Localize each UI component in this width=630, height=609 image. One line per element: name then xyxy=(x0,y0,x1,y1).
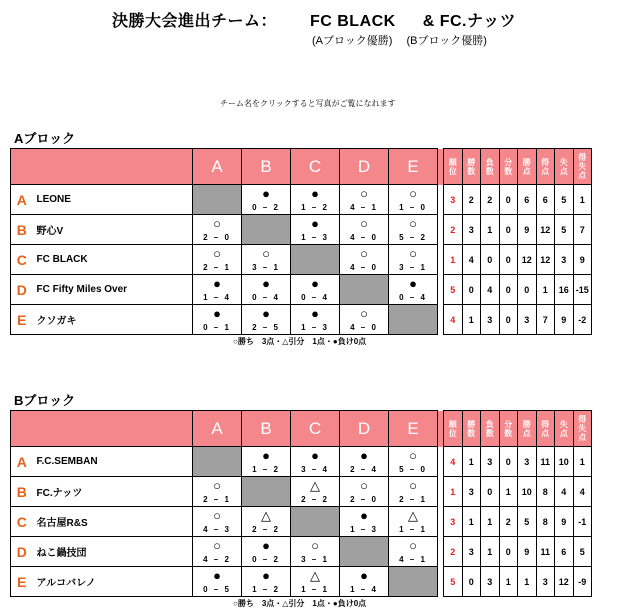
title-prefix: 決勝大会進出チーム： xyxy=(112,13,278,30)
result-mark: ○ xyxy=(360,478,368,493)
stat-cell: 8 xyxy=(536,507,555,537)
stat-column-header: 得 失 点 xyxy=(573,411,592,447)
match-score: 1 – 3 xyxy=(350,525,378,534)
match-result-cell xyxy=(389,185,438,215)
team-name-link[interactable]: アルコバレノ xyxy=(33,567,193,597)
match-score: 1 – 0 xyxy=(399,203,427,212)
opponent-column-header: D xyxy=(340,149,389,185)
result-mark: ● xyxy=(262,276,270,291)
points-legend: ○勝ち 3点・△引分 1点・●負け0点 xyxy=(233,599,367,608)
result-mark: ● xyxy=(311,216,319,231)
self-match-cell xyxy=(291,245,340,275)
result-mark: △ xyxy=(261,508,271,523)
result-mark: △ xyxy=(310,568,320,583)
header-blank-cell xyxy=(11,149,193,185)
rank-cell: 3 xyxy=(444,185,463,215)
match-score: 5 – 2 xyxy=(399,233,427,242)
stat-cell: 3 xyxy=(536,567,555,597)
result-mark: ● xyxy=(409,276,417,291)
self-match-cell xyxy=(242,477,291,507)
result-mark: ● xyxy=(213,568,221,583)
match-score: 0 – 2 xyxy=(252,555,280,564)
result-mark: ○ xyxy=(360,186,368,201)
stat-cell: 6 xyxy=(555,537,574,567)
match-result-cell xyxy=(291,215,340,245)
match-result-cell xyxy=(193,507,242,537)
opponent-column-header: D xyxy=(340,411,389,447)
match-result-cell xyxy=(242,507,291,537)
team-name-link[interactable]: FC.ナッツ xyxy=(33,477,193,507)
match-result-cell xyxy=(193,215,242,245)
stat-cell: 7 xyxy=(573,215,592,245)
match-score: 2 – 1 xyxy=(399,495,427,504)
stat-cell: 4 xyxy=(462,245,481,275)
match-result-cell xyxy=(193,567,242,597)
match-score: 1 – 2 xyxy=(252,585,280,594)
team-letter: C xyxy=(11,245,33,275)
stat-column-header: 順 位 xyxy=(444,149,463,185)
match-score: 4 – 0 xyxy=(350,263,378,272)
rank-cell: 1 xyxy=(444,477,463,507)
stat-cell: 1 xyxy=(573,185,592,215)
table-row xyxy=(11,477,592,507)
match-result-cell xyxy=(340,507,389,537)
match-score: 2 – 0 xyxy=(350,495,378,504)
match-result-cell xyxy=(193,245,242,275)
team-letter: B xyxy=(11,215,33,245)
stat-column-header: 得 失 点 xyxy=(573,149,592,185)
stat-cell: 12 xyxy=(555,567,574,597)
match-result-cell xyxy=(291,447,340,477)
match-score: 2 – 5 xyxy=(252,323,280,332)
match-score: 1 – 1 xyxy=(301,585,329,594)
stat-cell: 0 xyxy=(481,245,500,275)
stat-column-header: 失 点 xyxy=(555,149,574,185)
stat-cell: 1 xyxy=(518,567,537,597)
points-legend: ○勝ち 3点・△引分 1点・●負け0点 xyxy=(233,337,367,346)
stat-cell: 8 xyxy=(536,477,555,507)
stat-cell: 10 xyxy=(555,447,574,477)
match-result-cell xyxy=(242,567,291,597)
result-mark: ○ xyxy=(409,538,417,553)
stat-cell: 5 xyxy=(555,215,574,245)
match-result-cell xyxy=(291,537,340,567)
result-mark: ○ xyxy=(409,216,417,231)
match-result-cell xyxy=(291,477,340,507)
title-amp: & xyxy=(422,13,435,30)
self-match-cell xyxy=(193,185,242,215)
team-letter: B xyxy=(11,477,33,507)
result-mark: ● xyxy=(360,448,368,463)
stat-cell: 4 xyxy=(555,477,574,507)
stat-cell: 12 xyxy=(536,245,555,275)
title-team1: FC BLACK xyxy=(309,13,396,30)
stat-column-header: 失 点 xyxy=(555,411,574,447)
match-result-cell xyxy=(389,537,438,567)
match-result-cell xyxy=(242,305,291,335)
stat-cell: 1 xyxy=(481,215,500,245)
stat-cell: 0 xyxy=(481,477,500,507)
result-mark: ○ xyxy=(311,538,319,553)
stat-cell: 9 xyxy=(573,245,592,275)
result-mark: ● xyxy=(360,568,368,583)
match-score: 0 – 4 xyxy=(399,293,427,302)
league-table xyxy=(10,410,592,597)
stat-cell: -15 xyxy=(573,275,592,305)
stat-cell: 3 xyxy=(555,245,574,275)
stat-cell: -9 xyxy=(573,567,592,597)
team-letter: D xyxy=(11,537,33,567)
rank-cell: 2 xyxy=(444,537,463,567)
stat-cell: 3 xyxy=(481,447,500,477)
match-score: 1 – 3 xyxy=(301,323,329,332)
match-result-cell xyxy=(340,215,389,245)
result-mark: ● xyxy=(311,306,319,321)
stat-column-header: 得 点 xyxy=(536,411,555,447)
match-score: 4 – 0 xyxy=(350,323,378,332)
stat-column-header: 得 点 xyxy=(536,149,555,185)
block-label: Bブロック xyxy=(14,393,76,408)
team-letter: D xyxy=(11,275,33,305)
table-row xyxy=(11,215,592,245)
stat-cell: 2 xyxy=(499,507,518,537)
table-row xyxy=(11,507,592,537)
match-score: 3 – 1 xyxy=(399,263,427,272)
rank-cell: 5 xyxy=(444,275,463,305)
match-score: 0 – 1 xyxy=(203,323,231,332)
result-mark: ○ xyxy=(409,186,417,201)
match-result-cell xyxy=(389,447,438,477)
rank-cell: 1 xyxy=(444,245,463,275)
match-result-cell xyxy=(340,567,389,597)
stat-cell: 3 xyxy=(462,477,481,507)
result-mark: ● xyxy=(262,568,270,583)
team-name-link[interactable]: 野心V xyxy=(33,215,193,245)
match-score: 1 – 3 xyxy=(301,233,329,242)
self-match-cell xyxy=(389,567,438,597)
stat-cell: 0 xyxy=(499,537,518,567)
match-score: 2 – 2 xyxy=(301,495,329,504)
team-name-link[interactable]: LEONE xyxy=(33,185,193,215)
result-mark: ○ xyxy=(360,216,368,231)
stat-cell: 1 xyxy=(462,507,481,537)
stat-cell: 2 xyxy=(462,185,481,215)
league-table xyxy=(10,148,592,335)
result-mark: ● xyxy=(311,448,319,463)
table-row xyxy=(11,305,592,335)
result-mark: ○ xyxy=(262,246,270,261)
match-result-cell xyxy=(242,185,291,215)
stat-cell: 11 xyxy=(536,537,555,567)
match-result-cell xyxy=(193,305,242,335)
stat-cell: 6 xyxy=(536,185,555,215)
result-mark: ○ xyxy=(409,448,417,463)
stat-cell: 0 xyxy=(499,447,518,477)
result-mark: ● xyxy=(311,186,319,201)
stat-cell: 10 xyxy=(518,477,537,507)
result-mark: ● xyxy=(262,538,270,553)
stat-column-header: 勝 数 xyxy=(462,411,481,447)
stat-cell: 0 xyxy=(499,215,518,245)
stat-cell: 12 xyxy=(536,215,555,245)
stat-cell: 12 xyxy=(518,245,537,275)
match-result-cell xyxy=(389,507,438,537)
team-name-link[interactable]: クソガキ xyxy=(33,305,193,335)
self-match-cell xyxy=(340,275,389,305)
match-score: 0 – 4 xyxy=(252,293,280,302)
match-score: 0 – 4 xyxy=(301,293,329,302)
stat-cell: 1 xyxy=(499,567,518,597)
stat-cell: 0 xyxy=(499,245,518,275)
table-row xyxy=(11,275,592,305)
team-letter: E xyxy=(11,305,33,335)
team-name-link[interactable]: FC BLACK xyxy=(33,245,193,275)
match-score: 2 – 0 xyxy=(203,233,231,242)
stat-cell: -1 xyxy=(573,507,592,537)
match-score: 4 – 0 xyxy=(350,233,378,242)
match-result-cell xyxy=(389,275,438,305)
match-score: 1 – 4 xyxy=(350,585,378,594)
self-match-cell xyxy=(389,305,438,335)
self-match-cell xyxy=(291,507,340,537)
match-result-cell xyxy=(193,275,242,305)
block-label: Aブロック xyxy=(14,131,76,146)
stat-cell: 11 xyxy=(536,447,555,477)
team-name-link[interactable]: FC Fifty Miles Over xyxy=(33,275,193,305)
self-match-cell xyxy=(193,447,242,477)
stat-column-header: 勝 数 xyxy=(462,149,481,185)
stat-cell: 0 xyxy=(499,275,518,305)
match-score: 2 – 2 xyxy=(252,525,280,534)
stat-cell: 0 xyxy=(462,567,481,597)
stat-cell: 1 xyxy=(499,477,518,507)
stat-cell: 3 xyxy=(518,305,537,335)
stat-cell: 0 xyxy=(499,185,518,215)
match-score: 3 – 4 xyxy=(301,465,329,474)
result-mark: ○ xyxy=(213,508,221,523)
result-mark: ○ xyxy=(213,538,221,553)
stat-cell: 1 xyxy=(481,507,500,537)
match-score: 3 – 1 xyxy=(252,263,280,272)
team-name-link[interactable]: F.C.SEMBAN xyxy=(33,447,193,477)
match-result-cell xyxy=(291,275,340,305)
table-row xyxy=(11,185,592,215)
match-score: 0 – 5 xyxy=(203,585,231,594)
match-score: 2 – 4 xyxy=(350,465,378,474)
opponent-column-header: A xyxy=(193,411,242,447)
opponent-column-header: B xyxy=(242,411,291,447)
stat-cell: -2 xyxy=(573,305,592,335)
opponent-column-header: E xyxy=(389,149,438,185)
match-score: 1 – 1 xyxy=(399,525,427,534)
table-header-row xyxy=(11,411,592,447)
subtitle-block-b: (Bブロック優勝) xyxy=(406,35,487,47)
stat-cell: 2 xyxy=(481,185,500,215)
stat-cell: 3 xyxy=(481,567,500,597)
stat-column-header: 負 数 xyxy=(481,149,500,185)
stat-cell: 3 xyxy=(462,537,481,567)
stat-cell: 7 xyxy=(536,305,555,335)
match-result-cell xyxy=(340,477,389,507)
result-mark: ○ xyxy=(213,246,221,261)
match-result-cell xyxy=(389,477,438,507)
stat-cell: 1 xyxy=(462,305,481,335)
stat-cell: 0 xyxy=(462,275,481,305)
match-result-cell xyxy=(291,185,340,215)
match-result-cell xyxy=(389,245,438,275)
stat-cell: 5 xyxy=(555,185,574,215)
table-row xyxy=(11,537,592,567)
stat-column-header: 勝 点 xyxy=(518,149,537,185)
match-score: 1 – 2 xyxy=(301,203,329,212)
team-letter: A xyxy=(11,447,33,477)
match-result-cell xyxy=(242,245,291,275)
stat-cell: 4 xyxy=(573,477,592,507)
rank-cell: 4 xyxy=(444,447,463,477)
table-row xyxy=(11,567,592,597)
match-result-cell xyxy=(340,305,389,335)
opponent-column-header: B xyxy=(242,149,291,185)
stat-cell: 9 xyxy=(518,537,537,567)
match-result-cell xyxy=(340,245,389,275)
stat-column-header: 分 数 xyxy=(499,411,518,447)
match-score: 2 – 1 xyxy=(203,495,231,504)
result-mark: ○ xyxy=(409,478,417,493)
stat-column-header: 分 数 xyxy=(499,149,518,185)
match-result-cell xyxy=(193,477,242,507)
self-match-cell xyxy=(242,215,291,245)
click-note: チーム名をクリックすると写真がご覧になれます xyxy=(220,99,396,108)
result-mark: ● xyxy=(360,508,368,523)
page-title xyxy=(112,8,516,31)
opponent-column-header: C xyxy=(291,149,340,185)
result-mark: ● xyxy=(213,276,221,291)
match-score: 2 – 1 xyxy=(203,263,231,272)
match-result-cell xyxy=(340,447,389,477)
team-name-link[interactable]: 名古屋R&S xyxy=(33,507,193,537)
opponent-column-header: C xyxy=(291,411,340,447)
stat-cell: 3 xyxy=(518,447,537,477)
page-subtitle xyxy=(312,32,487,48)
stat-cell: 9 xyxy=(518,215,537,245)
stat-cell: 3 xyxy=(462,215,481,245)
table-row xyxy=(11,245,592,275)
result-mark: ○ xyxy=(409,246,417,261)
rank-cell: 2 xyxy=(444,215,463,245)
stat-cell: 1 xyxy=(462,447,481,477)
team-letter: A xyxy=(11,185,33,215)
stat-cell: 16 xyxy=(555,275,574,305)
stat-column-header: 順 位 xyxy=(444,411,463,447)
stat-cell: 9 xyxy=(555,305,574,335)
stat-column-header: 負 数 xyxy=(481,411,500,447)
match-score: 4 – 1 xyxy=(350,203,378,212)
stat-cell: 1 xyxy=(481,537,500,567)
stat-cell: 5 xyxy=(573,537,592,567)
rank-cell: 4 xyxy=(444,305,463,335)
stat-cell: 1 xyxy=(573,447,592,477)
match-score: 1 – 4 xyxy=(203,293,231,302)
match-result-cell xyxy=(193,537,242,567)
table-header-row xyxy=(11,149,592,185)
stat-column-header: 勝 点 xyxy=(518,411,537,447)
stat-cell: 0 xyxy=(499,305,518,335)
match-score: 4 – 1 xyxy=(399,555,427,564)
match-result-cell xyxy=(340,185,389,215)
result-mark: ● xyxy=(262,448,270,463)
result-mark: ● xyxy=(311,276,319,291)
opponent-column-header: A xyxy=(193,149,242,185)
stat-cell: 5 xyxy=(518,507,537,537)
rank-cell: 3 xyxy=(444,507,463,537)
stat-cell: 4 xyxy=(481,275,500,305)
header-blank-cell xyxy=(11,411,193,447)
opponent-column-header: E xyxy=(389,411,438,447)
result-mark: △ xyxy=(310,478,320,493)
match-result-cell xyxy=(291,305,340,335)
result-mark: ○ xyxy=(213,216,221,231)
stat-cell: 1 xyxy=(536,275,555,305)
team-name-link[interactable]: ねこ鍋技団 xyxy=(33,537,193,567)
result-mark: △ xyxy=(408,508,418,523)
team-letter: E xyxy=(11,567,33,597)
result-mark: ● xyxy=(262,186,270,201)
match-score: 4 – 3 xyxy=(203,525,231,534)
match-result-cell xyxy=(242,275,291,305)
stat-cell: 9 xyxy=(555,507,574,537)
table-row xyxy=(11,447,592,477)
match-score: 5 – 0 xyxy=(399,465,427,474)
subtitle-block-a: (Aブロック優勝) xyxy=(312,35,393,47)
title-team2: FC.ナッツ xyxy=(439,13,517,30)
result-mark: ○ xyxy=(213,478,221,493)
result-mark: ○ xyxy=(360,246,368,261)
match-score: 4 – 2 xyxy=(203,555,231,564)
match-result-cell xyxy=(242,537,291,567)
result-mark: ● xyxy=(213,306,221,321)
rank-cell: 5 xyxy=(444,567,463,597)
match-result-cell xyxy=(242,447,291,477)
match-result-cell xyxy=(291,567,340,597)
result-mark: ● xyxy=(262,306,270,321)
stat-cell: 3 xyxy=(481,305,500,335)
match-score: 0 – 2 xyxy=(252,203,280,212)
match-result-cell xyxy=(389,215,438,245)
match-score: 3 – 1 xyxy=(301,555,329,564)
self-match-cell xyxy=(340,537,389,567)
stat-cell: 6 xyxy=(518,185,537,215)
match-score: 1 – 2 xyxy=(252,465,280,474)
team-letter: C xyxy=(11,507,33,537)
result-mark: ○ xyxy=(360,306,368,321)
stat-cell: 0 xyxy=(518,275,537,305)
